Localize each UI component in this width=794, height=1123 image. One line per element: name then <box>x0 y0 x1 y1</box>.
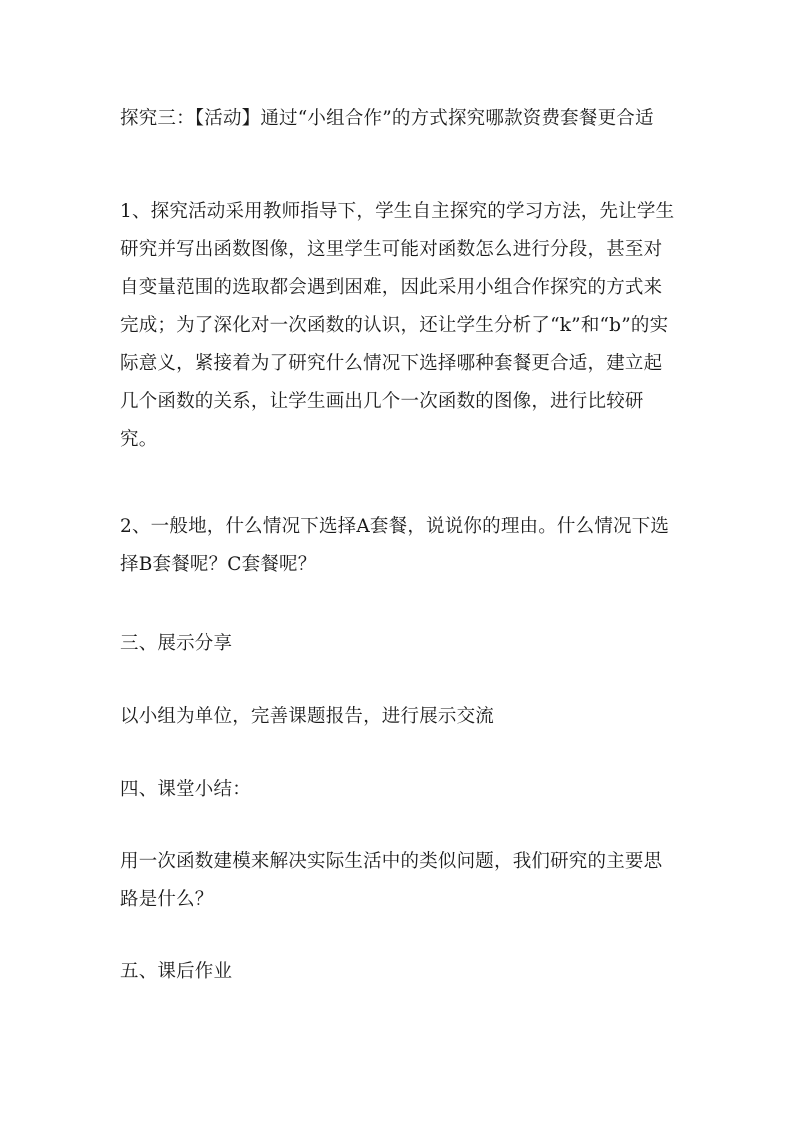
heading-class-summary: 四、课堂小结： <box>120 779 251 800</box>
heading-inquiry-three: 探究三：【活动】通过“小组合作”的方式探究哪款资费套餐更合适 <box>120 108 654 129</box>
paragraph-package-question: 2、一般地，什么情况下选择A套餐，说说你的理由。什么情况下选择B套餐呢？C套餐呢？ <box>120 516 670 575</box>
heading-display-share: 三、展示分享 <box>120 633 233 654</box>
paragraph-group-report: 以小组为单位，完善课题报告，进行展示交流 <box>120 706 495 727</box>
paragraph-summary-question: 用一次函数建模来解决实际生活中的类似问题，我们研究的主要思路是什么？ <box>120 851 663 910</box>
heading-homework: 五、课后作业 <box>120 961 233 982</box>
paragraph-inquiry-activity: 1、探究活动采用教师指导下，学生自主探究的学习方法，先让学生研究并写出函数图像，这里学生可能对函数怎么进行分段，甚至对自变量范围的选取都会遇到困难，因此采用小组合作探究的方式来完成；为了深化对一次函数的认识，还让学生分析了“k”和“b”的实际意义，紧接着为了研究什么情况下选择哪种套餐更合适，建立起几个函数的关系，让学生画出几个一次函数的图像，进行比较研究。 <box>120 201 675 450</box>
